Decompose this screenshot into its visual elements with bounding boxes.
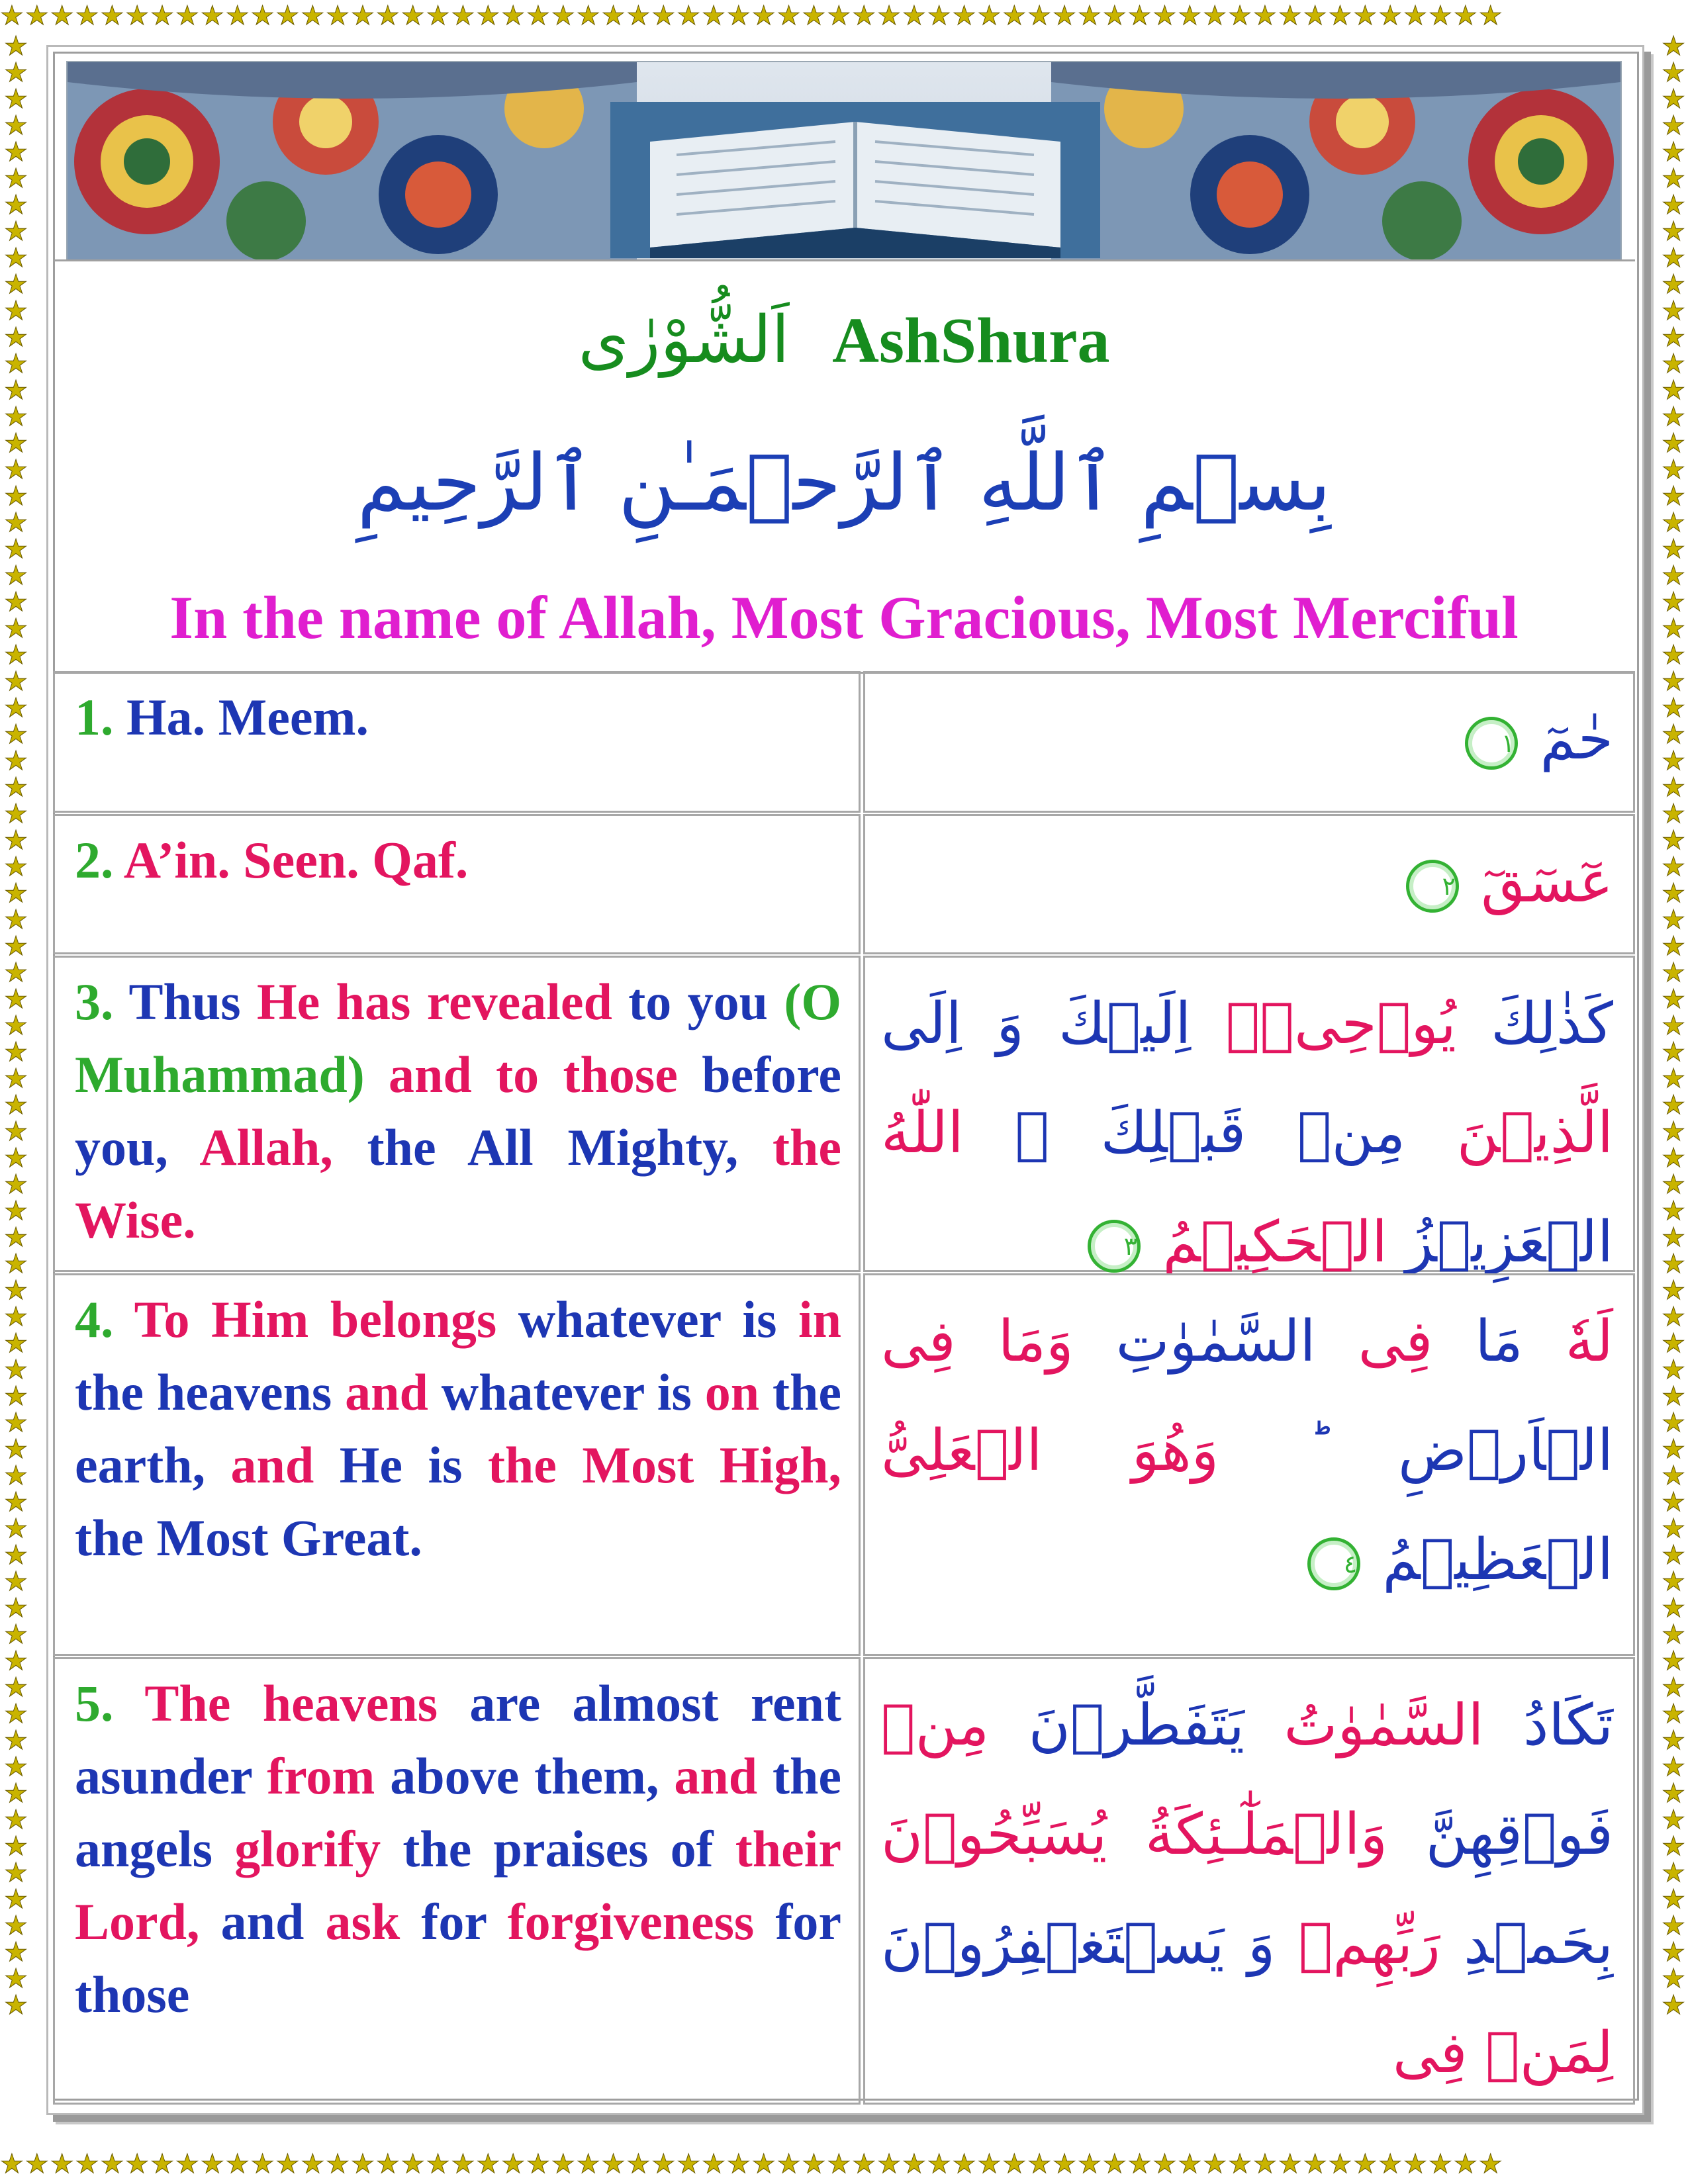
- verse-arabic-segment: فِى: [1392, 2020, 1468, 2086]
- verse-arabic-segment: كَذٰلِكَ: [1456, 991, 1613, 1057]
- verse-english-segment: The heavens: [144, 1674, 470, 1732]
- verse-english-cell: [53, 1273, 861, 1656]
- star-border-bottom: ★★★★★★★★★★★★★★★★★★★★★★★★★★★★★★★★★★★★★★★★★★★★★★★★★★★★★★★★★★★★: [0, 2151, 1504, 2179]
- verse-english-segment: before you,: [75, 1046, 841, 1176]
- verse-arabic-text: [881, 828, 1613, 937]
- verse-english-segment: Allah,: [199, 1118, 367, 1176]
- verse-english-segment: above them,: [390, 1747, 675, 1805]
- verse-english-segment: are almost rent asunder: [75, 1674, 842, 1805]
- verse-english-segment: ask: [325, 1893, 422, 1950]
- ayah-end-marker-icon: ٢: [1406, 860, 1459, 913]
- verse-row: [53, 956, 1635, 1275]
- verse-row: [53, 671, 1635, 813]
- verse-arabic-segment: يَتَفَطَّرۡنَ: [989, 1692, 1244, 1758]
- verse-arabic-segment: اللّٰهُ: [881, 1100, 964, 1166]
- verse-number: 2.: [75, 831, 124, 889]
- verse-arabic-segment: يُوۡحِىۡۤ: [1191, 991, 1456, 1057]
- surah-english-name: AshShura: [832, 305, 1110, 377]
- verse-english-segment: (O Muhammad): [75, 973, 842, 1103]
- verse-arabic-cell: [863, 956, 1635, 1275]
- verse-english-segment: the Most High,: [487, 1436, 841, 1494]
- verse-arabic-segment: مَا: [1432, 1308, 1523, 1375]
- verse-arabic-segment: لِمَنۡ: [1467, 2020, 1613, 2086]
- ayah-end-marker-icon: ٣: [1088, 1220, 1141, 1273]
- verse-arabic-text: [881, 970, 1613, 1297]
- verse-arabic-segment: الۡاَرۡضِ ؕ: [1219, 1418, 1613, 1484]
- bismillah-arabic: بِسۡمِ ٱللَّهِ ٱلرَّحۡمَـٰنِ ٱلرَّحِيمِ: [357, 437, 1331, 528]
- verse-english-segment: for those: [75, 1893, 842, 2023]
- verse-arabic-segment: وَهُوَ: [1042, 1418, 1219, 1484]
- surah-arabic-name: اَلشُّوْرٰى: [578, 302, 790, 378]
- verse-arabic-text: [881, 685, 1613, 794]
- verse-english-segment: their: [735, 1820, 842, 1878]
- verse-english-text: [75, 966, 841, 1257]
- surah-title: [53, 302, 1635, 378]
- verse-row: [53, 1273, 1635, 1656]
- verse-arabic-segment: فِى: [1315, 1308, 1433, 1375]
- verse-number: 1.: [75, 688, 126, 746]
- verse-arabic-segment: مِنۡ: [881, 1692, 990, 1758]
- verse-english-segment: to you: [628, 973, 784, 1030]
- verse-english-segment: the angels: [75, 1747, 841, 1878]
- verse-english-segment: A’in. Seen. Qaf.: [123, 831, 469, 889]
- verse-arabic-cell: [863, 814, 1635, 954]
- verse-arabic-segment: السَّمٰوٰتِ: [1073, 1308, 1316, 1375]
- verse-english-segment: in: [798, 1291, 841, 1348]
- verse-number: 5.: [75, 1674, 145, 1732]
- verse-english-segment: glorify: [234, 1820, 403, 1878]
- verse-arabic-text: [881, 1671, 1613, 2108]
- verse-english-cell: [53, 956, 861, 1272]
- verse-arabic-segment: الَّذِيۡنَ: [1405, 1100, 1613, 1166]
- star-border-left: ★★★★★★★★★★★★★★★★★★★★★★★★★★★★★★★★★★★★★★★★★★★★★★★★★★★★★★★★★★★★★★★★★★★★★★★★★★★: [4, 33, 28, 2021]
- verse-number: 3.: [75, 973, 129, 1030]
- verse-english-segment: and: [220, 1893, 326, 1950]
- verse-english-segment: the heavens: [75, 1363, 346, 1421]
- verse-english-segment: the praises of: [402, 1820, 735, 1878]
- star-border-top: ★★★★★★★★★★★★★★★★★★★★★★★★★★★★★★★★★★★★★★★★★★★★★★★★★★★★★★★★★★★★: [0, 3, 1504, 31]
- verse-arabic-segment: يُسَبِّحُوۡنَ: [881, 1801, 1107, 1868]
- verse-arabic-segment: وَمَا: [955, 1308, 1074, 1375]
- verse-row: [53, 814, 1635, 954]
- ayah-end-marker-icon: ٤: [1307, 1537, 1360, 1590]
- verse-arabic-segment: الۡحَكِيۡمُ: [1145, 1209, 1388, 1275]
- verse-arabic-segment: اِلَيۡكَ: [1023, 991, 1192, 1057]
- floral-ornament-right: [1051, 62, 1620, 259]
- open-book-image: [610, 102, 1100, 258]
- verse-arabic-segment: الۡعَلِىُّ: [881, 1418, 1043, 1484]
- verse-english-text: [75, 824, 841, 897]
- verse-english-segment: whatever is: [441, 1363, 705, 1421]
- verse-english-text: [75, 681, 841, 754]
- verse-arabic-segment: مِنۡ قَبۡلِكَ ۙ: [963, 1100, 1406, 1166]
- verse-english-text: [75, 1667, 841, 2031]
- verse-arabic-segment: الۡعَظِيۡمُ: [1364, 1527, 1613, 1593]
- verse-arabic-segment: الۡعَزِيۡزُ: [1387, 1209, 1613, 1275]
- ayah-end-marker-icon: ١: [1465, 717, 1518, 770]
- title-section: [53, 259, 1635, 674]
- verse-arabic-segment: فِى: [881, 1308, 956, 1375]
- verse-english-segment: the earth,: [75, 1363, 841, 1494]
- verse-arabic-segment: بِحَمۡدِ: [1440, 1911, 1613, 1977]
- verse-english-segment: and: [674, 1747, 773, 1805]
- verse-arabic-cell: [863, 1273, 1635, 1656]
- bismillah-english: In the name of Allah, Most Gracious, Most Merciful: [169, 584, 1519, 651]
- verse-english-segment: Thus: [128, 973, 257, 1030]
- verse-english-segment: and to those: [389, 1046, 702, 1103]
- verse-english-segment: and: [345, 1363, 442, 1421]
- verse-english-segment: He is: [339, 1436, 488, 1494]
- verse-english-segment: Ha. Meem.: [126, 688, 369, 746]
- verse-english-segment: on: [704, 1363, 773, 1421]
- verse-english-segment: the Wise.: [75, 1118, 842, 1249]
- verse-english-cell: [53, 671, 861, 813]
- verse-english-cell: [53, 1657, 861, 2105]
- verse-arabic-segment: تَكَادُ: [1483, 1692, 1614, 1758]
- star-border-right: ★★★★★★★★★★★★★★★★★★★★★★★★★★★★★★★★★★★★★★★★★★★★★★★★★★★★★★★★★★★★★★★★★★★★★★★★★★★: [1662, 33, 1685, 2021]
- verse-english-segment: whatever is: [518, 1291, 798, 1348]
- verse-arabic-segment: رَبِّهِمۡ: [1275, 1911, 1440, 1977]
- verse-arabic-segment: السَّمٰوٰتُ: [1244, 1692, 1484, 1758]
- verse-row: [53, 1657, 1635, 2105]
- header-banner-image: [66, 61, 1622, 261]
- verse-arabic-segment: لَهٗ: [1523, 1308, 1614, 1375]
- floral-ornament-left: [68, 62, 637, 259]
- verse-arabic-cell: [863, 1657, 1635, 2105]
- verse-english-segment: the Most Great.: [75, 1509, 422, 1567]
- verse-english-segment: forgiveness: [507, 1893, 776, 1950]
- verse-english-text: [75, 1283, 841, 1574]
- verse-arabic-segment: وَ يَسۡتَغۡفِرُوۡنَ: [881, 1911, 1276, 1977]
- verse-arabic-segment: عٓسٓقٓ: [1462, 849, 1613, 915]
- verse-number: 4.: [75, 1291, 134, 1348]
- verse-english-segment: for: [421, 1893, 508, 1950]
- verse-english-segment: To Him belongs: [134, 1291, 518, 1348]
- verse-arabic-segment: وَ اِلَى: [881, 991, 1024, 1057]
- verse-english-segment: the All Mighty,: [367, 1118, 773, 1176]
- verse-arabic-segment: فَوۡقِهِنَّ: [1387, 1801, 1613, 1868]
- verse-arabic-cell: [863, 671, 1635, 813]
- verse-english-segment: Lord,: [75, 1893, 221, 1950]
- verse-english-cell: [53, 814, 861, 954]
- verse-arabic-segment: وَالۡمَلٰٓـئِكَةُ: [1107, 1801, 1388, 1868]
- verse-english-segment: He has revealed: [256, 973, 629, 1030]
- verse-english-segment: and: [230, 1436, 340, 1494]
- verse-english-segment: from: [267, 1747, 391, 1805]
- verse-arabic-text: [881, 1287, 1613, 1615]
- verse-arabic-segment: حٰمٓ: [1522, 706, 1613, 772]
